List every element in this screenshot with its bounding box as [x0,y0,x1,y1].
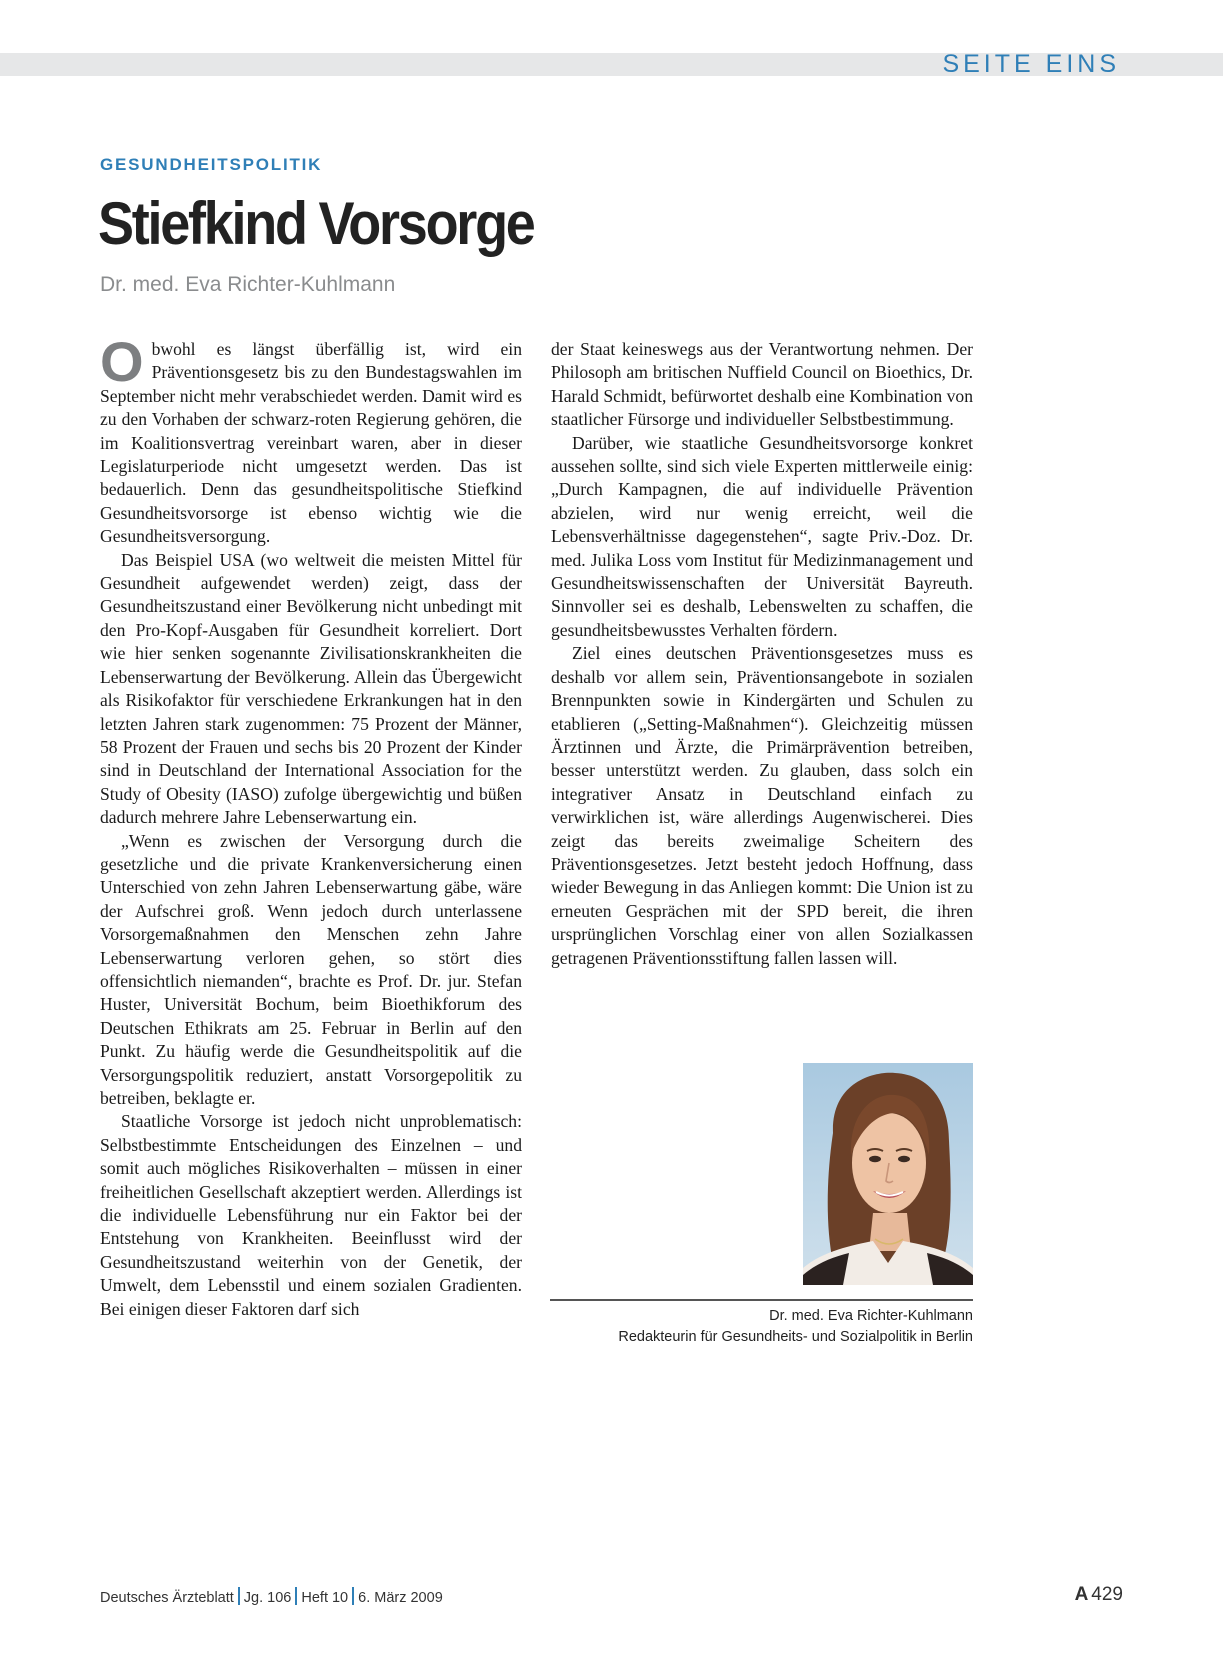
paragraph [100,330,522,549]
page-prefix: A [1074,1584,1089,1605]
paragraph: Das Beispiel USA (wo weltweit die meisten Mittel für Gesundheit aufgewendet werden) zeigt, dass der Gesundheitszustand einer Bevölkerung nicht unbedingt mit den Pro-Kopf-Ausgaben für Gesundheit korreliert. Dort wie hier senken sogenannte Zivilisationskrankheiten die Lebenserwartung der Bevölkerung. Allein das Übergewicht als Risikofaktor für verschiedene Erkrankungen hat in den letzten Jahren stark zugenommen: 75 Prozent der Männer, 58 Prozent der Frauen und sechs bis 20 Prozent der Kinder sind in Deutschland der International Association for the Study of Obesity (IASO) zufolge übergewichtig und büßen dadurch mehrere Jahre Lebenserwartung ein. [100,549,522,828]
paragraph: Darüber, wie staatliche Gesundheitsvorsorge konkret aussehen sollte, sind sich viele Experten mittlerweile einig: „Durch Kampagnen, die auf individuelle Prävention abzielen, wird nur wenig erreicht, weil die Lebensverhältnisse dagegenstehen“, sagte Priv.-Doz. Dr. med. Julika Loss vom Institut für Medizinmanagement und Gesundheitswissenschaften der Universität Bayreuth. Sinnvoller sei es deshalb, Lebenswelten zu schaffen, die gesundheitsbewusstes Verhalten fördern. [551,432,973,640]
paragraph: „Wenn es zwischen der Versorgung durch die gesetzliche und die private Krankenversicherung einen Unterschied von zehn Jahren Lebenserwartung gäbe, wäre der Aufschrei groß. Wenn jedoch durch unterlassene Vorsorgemaßnahmen den Menschen zehn Jahre Lebenserwartung verloren gehen, so stört dies offensichtlich niemanden“, brachte es Prof. Dr. jur. Stefan Huster, Universität Bochum, beim Bioethikforum des Deutschen Ethikrats am 25. Februar in Berlin auf den Punkt. Zu häufig werde die Gesundheitspolitik auf die Versorgungspolitik reduziert, anstatt Vorsorgepolitik zu betreiben, beklagte er. [100,830,522,1108]
caption-role: Redakteurin für Gesundheits- und Sozialpolitik in Berlin [618,1329,973,1345]
issue: Heft 10 [301,1590,349,1606]
separator [238,1587,240,1605]
paragraph-text: bwohl es längst überfällig ist, wird ein Präventionsgesetz bis zu den Bundestagswahlen im September nicht mehr verabschiedet werden. Damit wird es zu den Vorhaben der schwarz-roten Regierung gehören, die im Koalitionsvertrag vereinbart waren, aber in dieser Legislaturperiode nicht umgesetzt werden. Das ist bedauerlich. Denn das gesundheitspolitische Stiefkind Gesundheitsvorsorge ist ebenso wichtig wie die Gesundheitsversorgung. [100,339,522,547]
paragraph: Ziel eines deutschen Präventionsgesetzes muss es deshalb vor allem sein, Präventionsangebote in sozialen Brennpunkten sowie in Kindergärten und Schulen zu etablieren („Setting-Maßnahmen“). Gleichzeitig müssen Ärztinnen und Ärzte, die Primärprävention betreiben, besser unterstützt werden. Zu glauben, dass solch ein integrativer Ansatz in Deutschland einfach zu verwirklichen ist, wäre allerdings Augenwischerei. Dies zeigt das bereits zweimalige Scheitern des Präventionsgesetzes. Jetzt besteht jedoch Hoffnung, dass wieder Bewegung in das Anliegen kommt: Die Union ist zu erneuten Gesprächen mit der SPD bereit, die ihren ursprünglichen Vorschlag einer von allen Sozialkassen getragenen Präventionsstiftung fallen lassen will. [551,643,973,968]
article-title: Stiefkind Vorsorge [98,190,534,257]
page-number-value: 429 [1091,1584,1123,1605]
author-portrait [803,1063,973,1285]
drop-cap: O [100,330,144,393]
issue-date: 6. März 2009 [358,1590,443,1606]
paragraph: Staatliche Vorsorge ist jedoch nicht unproblematisch: Selbstbestimmte Entscheidungen des Einzelnen – und somit auch mögliches Risikoverhalten – müssen in einer freiheitlichen Gesellschaft akzeptiert werden. Allerdings ist die individuelle Lebensführung nur ein Faktor bei der Entstehung von Krankheiten. Beeinflusst wird der Gesundheitszustand weiterhin von der Genetik, der Umwelt, dem Lebensstil und einem sozialen Gradienten. Bei einigen dieser Faktoren darf sich [100,1111,522,1319]
paragraph: der Staat keineswegs aus der Verantwortung nehmen. Der Philosoph am britischen Nuffield Council on Bioethics, Dr. Harald Schmidt, befürwortet deshalb eine Kombination von staatlicher Fürsorge und individueller Selbstbestimmung. [551,339,973,430]
footer-citation [100,1587,443,1608]
article-column-right [551,338,973,970]
caption-divider [550,1299,973,1301]
separator [295,1587,297,1605]
portrait-caption [618,1306,973,1348]
separator [352,1587,354,1605]
caption-name: Dr. med. Eva Richter-Kuhlmann [769,1308,973,1324]
article-rubric: GESUNDHEITSPOLITIK [100,155,323,174]
article-author: Dr. med. Eva Richter-Kuhlmann [100,273,396,296]
page-number [1075,1582,1123,1608]
volume: Jg. 106 [243,1590,292,1606]
section-label: SEITE EINS [942,50,1120,78]
journal-name: Deutsches Ärzteblatt [100,1590,234,1606]
article-column-left [100,330,522,1321]
